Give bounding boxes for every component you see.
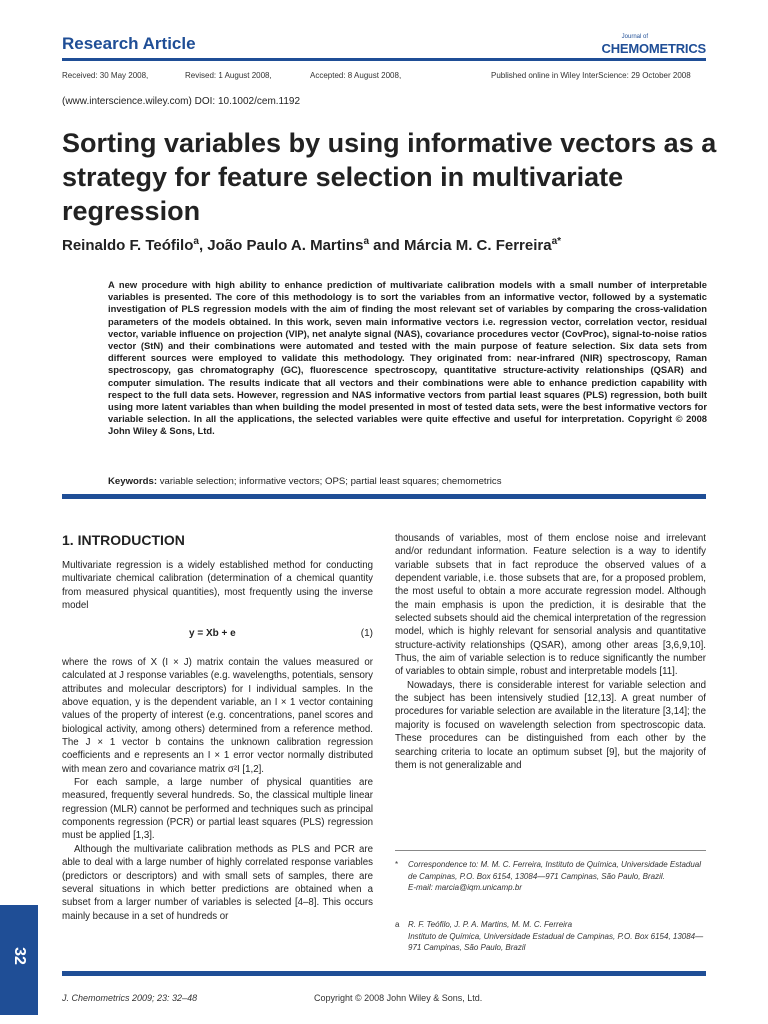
- author-affiliation-mark: a: [193, 236, 199, 247]
- published-date: Published online in Wiley InterScience: 29 October 2008: [491, 71, 691, 80]
- accepted-date: Accepted: 8 August 2008,: [310, 71, 402, 80]
- right-column-body: [395, 532, 706, 772]
- paragraph: Nowadays, there is considerable interest for variable selection and the subject has been intensively studied [12,13]. A great number of procedures for variable selection are available in the literature [3,14]; the majority is focused on wavelength selection from spectroscopic data. These procedures can be distinguished from each other by the searching criteria to locate an optimum subset [9], but the majority of them is not generalizable and: [395, 679, 706, 771]
- received-date: Received: 30 May 2008,: [62, 71, 149, 80]
- affiliation-footnote: [395, 919, 706, 954]
- author-name: João Paulo A. Martins: [207, 237, 364, 254]
- article-title: Sorting variables by using informative vectors as a strategy for feature selection in multivariate regression: [62, 128, 717, 226]
- footnote-divider: [395, 850, 706, 851]
- footer-journal-reference: J. Chemometrics 2009; 23: 32–48: [62, 993, 198, 1003]
- author-name: Márcia M. C. Ferreira: [404, 237, 552, 254]
- affiliation-address: Instituto de Química, Universidade Estadual de Campinas, P.O. Box 6154, 13084— 971 Campinas, São Paulo, Brazil: [408, 931, 704, 952]
- correspondence-text: Correspondence to: M. M. C. Ferreira, Instituto de Química, Universidade Estadual de Campinas, P.O. Box 6154, 13084—971 Campinas, São Paulo, Brazil.: [408, 860, 702, 881]
- intro-paragraph: Multivariate regression is a widely established method for conducting multivariate chemical calibration (determination of a chemical quantity from measured physical quantities), most frequently using the inverse model: [62, 560, 373, 612]
- revised-date: Revised: 1 August 2008,: [185, 71, 272, 80]
- paragraph: Although the multivariate calibration methods as PLS and PCR are able to deal with a large number of highly correlated response variables (predictors or descriptors) and with small sets of samples, there are several situations in which better predictions are obtained when a subset from a larger number of variables is selected [4–8]. This occurs mainly because in a set of hundreds or: [62, 843, 373, 922]
- journal-logo-name: CHEMOMETRICS: [601, 41, 706, 56]
- page-number: 32: [11, 947, 28, 965]
- author-list: Reinaldo F. Teófilo$^a$, João Paulo A. Martins$^a$ and Márcia M. C. Ferreira$^{a*}$: [62, 236, 562, 254]
- paragraph: thousands of variables, most of them enclose noise and irrelevant and/or redundant information. Feature selection is a way to identify variable subsets that in fact reproduce the observed values of a dependent variable, i.e. those subsets that are, for a proposed problem, the most useful to obtain a more accurate regression model. Although the main emphasis is upon the prediction, it is desirable that the selected subsets should aid the chemical interpretation of the regression model, which is highly relevant for sensorial analysis and quantitative structure-activity relationships (QSAR), among other areas [3,6,9,10]. Thus, the aim of variable selection is to reduce significantly the number of variables to obtain simple, robust and interpretable models [11].: [395, 533, 706, 678]
- keywords-label: Keywords:: [108, 476, 158, 487]
- affiliation-authors: R. F. Teófilo, J. P. A. Martins, M. M. C. Ferreira: [408, 920, 573, 929]
- author-name: Reinaldo F. Teófilo: [62, 237, 194, 254]
- top-divider: [62, 58, 706, 61]
- author-affiliation-mark: a: [363, 236, 369, 247]
- keywords: [108, 476, 502, 487]
- paragraph: where the rows of X (I × J) matrix contain the values measured or calculated at J response variables (e.g. wavelengths, potentials, sensory attributes and molecular descriptors) for I individual samples. In the above equation, y is the dependent variable, an I × 1 vector containing values of the property of interest (e.g. concentrations, panel scores and biological activity, among others) determined from a reference method. The J × 1 vector b contains the unknown calibration regression coefficients and e represents an I × 1 error vector normally distributed with mean zero and covariance matrix σ²I [1,2].: [62, 657, 373, 775]
- correspondence-footnote: [395, 859, 706, 894]
- journal-logo-small: Journal of: [621, 34, 648, 40]
- page-number-tab: [0, 905, 38, 1015]
- section-heading: 1. INTRODUCTION: [62, 532, 185, 548]
- keywords-list: variable selection; informative vectors; OPS; partial least squares; chemometrics: [157, 476, 502, 487]
- doi-line: (www.interscience.wiley.com) DOI: 10.1002/cem.1192: [62, 96, 301, 107]
- equation-text: y = Xb + e: [189, 628, 236, 639]
- abstract-divider: [62, 494, 706, 499]
- footnote-mark: *: [395, 860, 399, 869]
- paragraph: For each sample, a large number of physical quantities are measured, frequently several hundreds. So, the classical multiple linear regression (MLR) cannot be performed and techniques such as principal components regression (PCR) or partial least squares (PLS) regression must be applied [1,3].: [62, 777, 373, 842]
- footnote-mark: a: [395, 920, 400, 929]
- article-type-label: Research Article: [62, 34, 196, 53]
- left-column-body: [62, 656, 373, 923]
- footer-copyright: Copyright © 2008 John Wiley & Sons, Ltd.: [314, 993, 483, 1003]
- journal-logo: [602, 34, 707, 58]
- equation-number: (1): [360, 628, 373, 639]
- abstract: A new procedure with high ability to enhance prediction of multivariate calibration models with a small number of interpretable variables is presented. The core of this methodology is to sort the variables from an informative vector, followed by a systematic investigation of PLS regression models with the aim of finding the most relevant set of variables by comparing the cross-validation parameters of the models obtained. In this work, seven main informative vectors i.e. regression vector, correlation vector, residual vector, variable influence on projection (VIP), net analyte signal (NAS), covariance procedures vector (CovProc), signal-to-noise ratios vector (StN) and their combinations were automated and tested with the main purpose of feature selection. Six data sets from different sources were employed to validate this methodology. They originated from: near-infrared (NIR) spectroscopy, Raman spectroscopy, gas chromatography (GC), fluorescence spectroscopy, quantitative structure-activity relationships (QSAR) and computer simulation. The results indicate that all vectors and their combinations were able to enhance prediction capability with respect to the full data sets. However, regression and NAS informative vectors from partial least squares (PLS) regression, both built using more latent variables than when building the model presented in most of tested data sets, were the best informative vectors for variable selection. In all the applications, the selected variables were quite effective and useful for interpretation. Copyright © 2008 John Wiley & Sons, Ltd.: [108, 279, 707, 437]
- bottom-divider: [62, 971, 706, 976]
- author-affiliation-mark: a*: [551, 236, 562, 247]
- correspondence-email[interactable]: E-mail: marcia@iqm.unicamp.br: [408, 883, 522, 892]
